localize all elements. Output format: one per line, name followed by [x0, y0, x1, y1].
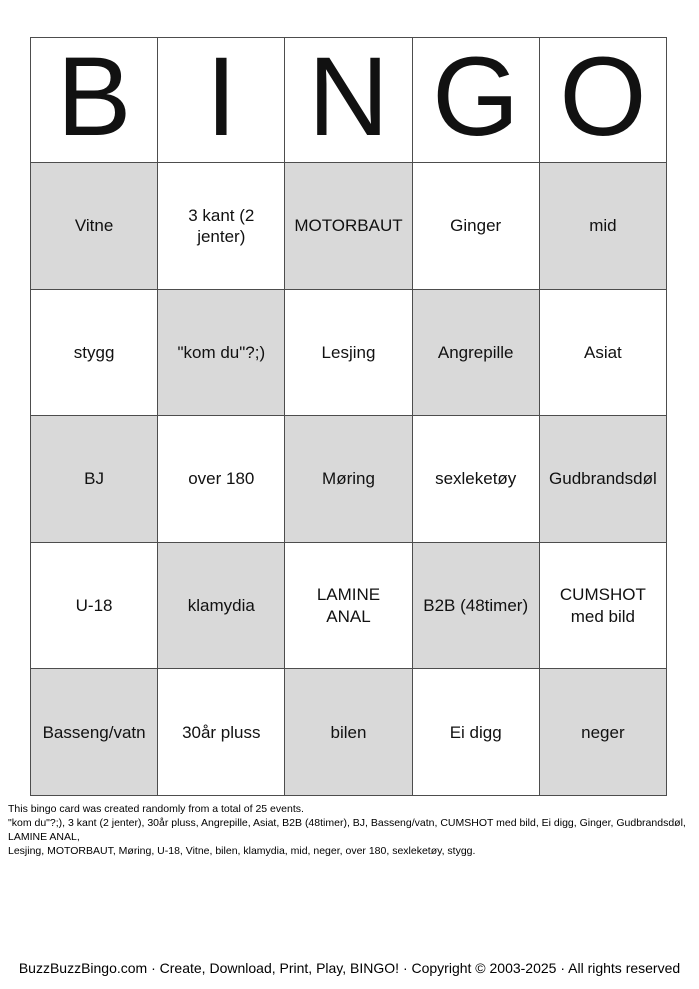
site-footer: BuzzBuzzBingo.com · Create, Download, Print, Play, BINGO! · Copyright © 2003-2025 · All rights reserved — [18, 960, 681, 976]
bingo-cell[interactable]: LAMINE ANAL — [285, 543, 412, 670]
bingo-cell[interactable]: Ginger — [413, 163, 540, 290]
bingo-cell[interactable]: B2B (48timer) — [413, 543, 540, 670]
bingo-grid — [30, 34, 667, 796]
bingo-cell[interactable]: Lesjing — [285, 290, 412, 417]
bingo-cell[interactable]: bilen — [285, 669, 412, 796]
bingo-cell[interactable]: "kom du"?;) — [158, 290, 285, 417]
bingo-cell[interactable]: Gudbrandsdøl — [540, 416, 667, 543]
bingo-cell[interactable]: Møring — [285, 416, 412, 543]
bingo-header-letter: I — [158, 38, 285, 163]
bingo-header-letter: G — [413, 38, 540, 163]
bingo-cell[interactable]: mid — [540, 163, 667, 290]
bingo-cell[interactable]: CUMSHOT med bild — [540, 543, 667, 670]
bingo-cell[interactable]: BJ — [31, 416, 158, 543]
bingo-cell[interactable]: 30år pluss — [158, 669, 285, 796]
bingo-cell[interactable]: 3 kant (2 jenter) — [158, 163, 285, 290]
bingo-cell[interactable]: Asiat — [540, 290, 667, 417]
bingo-cell[interactable]: U-18 — [31, 543, 158, 670]
bingo-cell[interactable]: MOTORBAUT — [285, 163, 412, 290]
bingo-cell[interactable]: over 180 — [158, 416, 285, 543]
bingo-header-letter: B — [31, 38, 158, 163]
bingo-cell[interactable]: sexleketøy — [413, 416, 540, 543]
footnote-line: "kom du"?;), 3 kant (2 jenter), 30år pluss, Angrepille, Asiat, B2B (48timer), BJ, Basseng/vatn, CUMSHOT med bild, Ei digg, Ginger, Gudbrandsdøl, LAMINE ANAL, — [8, 817, 686, 843]
bingo-cell[interactable]: klamydia — [158, 543, 285, 670]
bingo-header-letter: O — [540, 38, 667, 163]
bingo-cell[interactable]: neger — [540, 669, 667, 796]
card-footnote — [8, 802, 696, 858]
bingo-cell[interactable]: Basseng/vatn — [31, 669, 158, 796]
bingo-cell[interactable]: Vitne — [31, 163, 158, 290]
footnote-line: Lesjing, MOTORBAUT, Møring, U-18, Vitne, bilen, klamydia, mid, neger, over 180, sexleketøy, stygg. — [8, 845, 476, 857]
bingo-cell[interactable]: stygg — [31, 290, 158, 417]
footnote-line: This bingo card was created randomly from a total of 25 events. — [8, 803, 304, 815]
bingo-header-letter: N — [285, 38, 412, 163]
bingo-cell[interactable]: Ei digg — [413, 669, 540, 796]
bingo-cell[interactable]: Angrepille — [413, 290, 540, 417]
